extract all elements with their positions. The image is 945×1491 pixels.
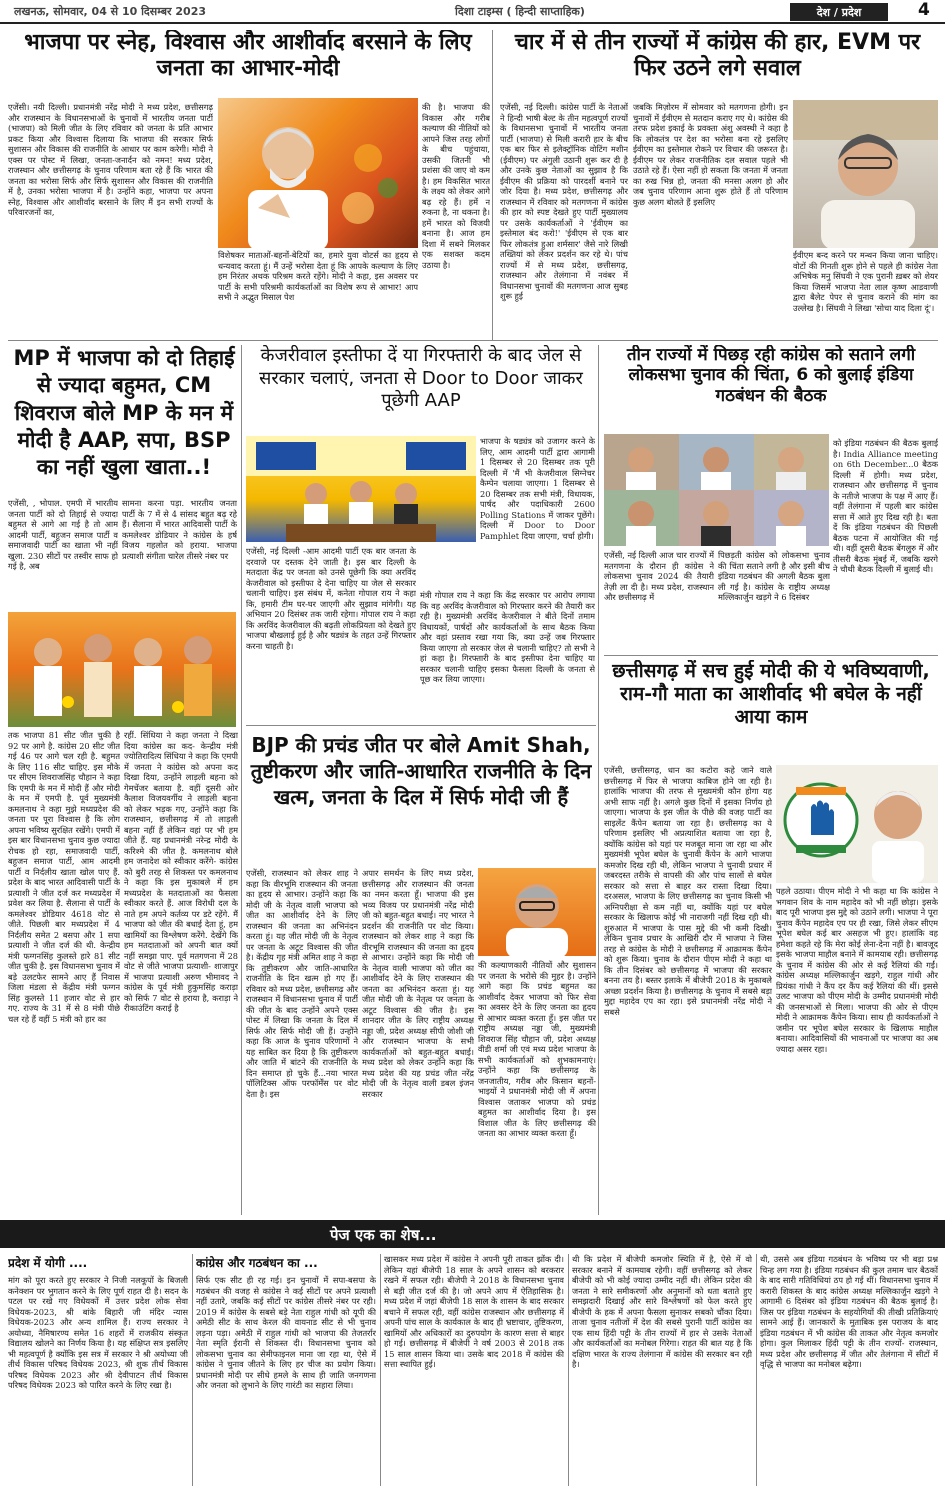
cg-headline: छत्तीसगढ़ में सच हुई मोदी की ये भविष्यवाणी, राम-गौ माता का आशीर्वाद भी बघेल के नहीं आया काम [612,660,930,728]
page-header [0,0,945,24]
mp-body-col4: रहीं. सिंधिया ने कहा जनता ने दिखा दिया कांग्रेस का कद- केन्द्रीय मंत्री ज्योतिरादित्य सिंधिया ने कहा कि एमपी में जनता ने कांग्रेस को अपना कद दिखा दिया, उन्होंने लाड़ली बहना को गेमचेंजर बताया है. वहीं दूसरी ओर कैलाश विजयवर्गीय ने लाड़ली बहना को लेकर भड़क गए, उन्होंने कहा कि राजस्थान, छत्तीसगढ़ में तो लाड़ली बहना नहीं हैं लेकिन वहां पर भी हम जीते हैं. यह प्रधानमंत्री नरेन्द्र मोदी के करिश्मे की जीत है. कमलनाथ बोले हम जनादेश को स्वीकार करेंगे- कांग्रेस को बुरी तरह से शिकस्त पर कमलनाथ ने कहा कि इस मुकाबले में हम मध्यप्रदेश के मतदाताओं का फैसला स्वीकार करते हैं. आज विरोधी दल के नाते हम अपने कर्तव्य पर डटे रहेंगे. मैं भाजपा को जीत की बधाई देता हूं, हम खामियों का विश्लेषण करेंगे. देखेंगे कि हम मतदाताओं को अपनी बात क्यों नहीं समझा पाए. पूर्व मतगणना में 28 वोट से जीते भाजपा प्रत्याशी- शाजापुर में भाजपा प्रत्याशी अरुण भीमावद ने कांग्रेस के पूर्व मंत्री हुकुमसिंह कराड़ा को सिर्फ 7 वोट से हराया है, कराड़ा ने रीकाउंटिंग कराई है [124,730,238,1013]
yogi-body: मांग को पूरा करते हुए सरकार ने निजी नलकूपों के बिजली कनेक्शन पर भुगतान करने के लिए पूर्ण राहत दी है। सदन के पटल पर रखे गए विधेयकों में उत्तर प्रदेश लोक सेवा विधेयक-2023, श्री बांके बिहारी जी मंदिर न्यास विधेयक-2023 और अन्य शामिल हैं। राज्य सरकार ने अयोध्या, नैमिषारण्य समेत 16 शहरों में राजकीय संस्कृत विद्यालय खोलने का निर्णय किया है। यह संक्षिप्त सत्र इसलिए भी महत्वपूर्ण है क्योंकि इस सत्र में सरकार ने श्री अयोध्या जी तीर्थ विकास परिषद विधेयक 2023, श्री शुक तीर्थ विकास परिषद विधेयक 2023 और श्री देवीपाटन तीर्थ विकास परिषद विधेयक 2023 को पारित करने के लिए रखा है। [8,1275,188,1390]
column-rule [568,1254,569,1486]
modi-photo [218,98,418,248]
amit-shah-portrait-icon [478,868,596,956]
row-rule [604,655,938,656]
cg-photo [776,765,938,883]
cong-body: सिर्फ एक सीट ही रह गई। इन चुनावों में सपा-बसपा के गठबंधन की वजह से कांग्रेस ने कई सीटों पर अपने प्रत्याशी नहीं उतारे, जबकि कई सीटों पर कांग्रेस तीसरे नंबर पर रही। 2019 में कांग्रेस के सबसे बड़े नेता राहुल गांधी को यूपी की अमेठी सीट के साथ केरल की वायनाड सीट से भी चुनाव लड़ना पड़ा। अमेठी में राहुल गांधी को भाजपा की तेजतर्रार नेता स्मृति ईरानी से शिकस्त दी। विधानसभा चुनाव को लोकसभा चुनाव का सेमीफाइनल माना जा रहा था, ऐसे में कांग्रेस ने चुनाव जीतने के लिए हर चीज का प्रयोग किया। प्रधानमंत्री मोदी पर सीधे हमले के साथ ही जाति जनगणना और जनता को लुभाने के लिए गारंटी का सहारा लिया। [196,1275,376,1390]
amit-photo [478,868,596,956]
mp-body-col2: सामना करना पड़ा. भारतीय जनता पार्टी के 7 में से 4 सांसद बहुत बढ़ रहे हैं। सैलाना में भारत आदिवासी पार्टी के कमलेश्वर डोडियार ने कांग्रेस के हर्ष विजय गहलोत को हराया. भाजपा प्रत्याशी संगीता चारेल तीसरे नंबर पर [122,498,237,561]
column-rule [192,1254,193,1486]
date-line: लखनऊ, सोमवार, 04 से 10 दिसम्बर 2023 [14,5,207,18]
mp-body-col1: एजेंसी, , भोपाल. एमपी में भारतीय जनता पार्टी को दो तिहाई से ज्यादा बहुमत से आगे आ गई है तो आम आदमी पार्टी, बहुजन समाज पार्टी व समाजवादी पार्टी का खाता भी नहीं खुला. 230 सीटों पर तस्वीर साफ हो गई है, अब [8,498,118,571]
modi-headline: भाजपा पर स्नेह, विश्वास और आशीर्वाद बरसाने के लिए जनता का आभार-मोदी [24,30,472,82]
cg-body-col1: एजेंसी, छत्तीसगढ़, धान का कटोरा कहे जाने वाले छत्तीसगढ़ में फिर से भाजपा काबिज होने जा रही है। हालांकि भाजपा की तरफ से मुख्यमंत्री कौन होगा यह अभी साफ नहीं है। अगले कुछ दिनों में इसका निर्णय हो जाएगा। भाजपा के इस जीत के पीछे की वजह पार्टी का साइलेंट कैंपेन बताया जा रहा है। छत्तीसगढ़ का ये परिणाम इसलिए भी अप्रत्याशित बताया जा रहा है, क्योंकि कांग्रेस को यहां पर मजबूत माना जा रहा था और मुख्यमंत्री भूपेश बघेल के चुनावी कैंपेन के आगे भाजपा कमजोर दिख रही थी, लेकिन भाजपा ने चुनावी प्रचार में जबरदस्त तरीके से वापसी की और पांच सालों से बघेल सरकार को सत्ता से बाहर कर रास्ता दिखा दिया। दरअसल, भाजपा के लिए छत्तीसगढ़ का चुनाव किसी भी अग्निपरीक्षा से कम नहीं था, क्योंकि यहां पर बघेल सरकार के खिलाफ कोई भी नाराजगी नहीं दिख रही थी। शुरुआत में भाजपा के पास मुद्दे की भी कमी दिखी। लेकिन चुनाव प्रचार के आखिरी दौर में भाजपा ने जिस तरह से कांग्रेस के मोदी ने छत्तीसगढ़ में आक्रामक कैंपेन को शुरू किया। चुनाव के दौरान पीएम मोदी ने कहा था कि तीन दिसंबर को छत्तीसगढ़ में भाजपा की सरकार बनना तय है। बस्तर इलाके में बीजेपी 2018 के मुकाबले अच्छा प्रदर्शन किया है। छत्तीसगढ़ के चुनाव में सबसे बड़ा मुद्दा महादेव एप का रहा। इसे प्रधानमंत्री नरेंद्र मोदी ने सबसे [604,765,772,1017]
evm-body-col2: जबकि मिज़ोरम में सोमवार को मतगणना होगी। इन चुनावों में ईवीएम से मतदान कराए गए थे। कांग्रेस की तरफ प्रदेश इकाई के प्रवक्ता अंशु अवस्थी ने कहा है कि लोकतंत्र पर देश का भरोसा बना रहे इसलिए ईवीएम का इस्तेमाल रोकने पर विचार की जरूरत है। ईवीएम पर लेकर राजनीतिक दल सवाल पहले भी उठाते रहे हैं। ऐसा नहीं हो सकता कि जनता में जनता का रुख भिन्न हो, जनता की मनसा अलग हो और जब चुनाव परिणाम आना शुरू होते हैं तो परिणाम कुछ अलग बोलते हैं इसलिए [633,102,788,207]
modi-body-col2: विशेषकर माताओं-बहनों-बेटियों का, हमारे युवा वोटर्स का हृदय से धन्यवाद करता हूं। मैं उन्हें भरोसा देता हूं कि आपके कल्याण के लिए हम निरंतर अथक परिश्रम करते रहेंगे। मोदी ने कहा, इस अवसर पर पार्टी के सभी परिश्रमी कार्यकर्ताओं का विशेष रूप से आभार! आप सभी ने अद्भुत मिसाल पेश [218,250,418,302]
india-headline: तीन राज्यों में पिछड़ रही कांग्रेस को सताने लगी लोकसभा चुनाव की चिंता, 6 को बुलाई इंडिया गठबंधन की बैठक [626,345,916,406]
column-rule [241,345,242,1215]
modi-body-col3: की है। भाजपा की विकास और गरीब कल्याण की नीतियों को आपने जिस तरह लोगों के बीच पहुंचाया, उसकी जितनी भी प्रशंसा की जाए वो कम है। हम विकसित भारत के लक्ष्य को लेकर आगे बढ़ रहे हैं। हमें न रुकना है, ना थकना है। हमें भारत को विजयी बनाना है। आज हम दिशा में सबने मिलकर एक सशक्त कदम उठाया है। [422,102,490,270]
rest3-body: खासकर मध्य प्रदेश में कांग्रेस ने अपनी पूरी ताकत झोंक दी। लेकिन यहां बीजेपी 18 साल के अपने शासन को बरकरार रखने में सफल रही। बीजेपी ने 2018 के विधानसभा चुनाव से बड़ी जीत दर्ज की है। जो अपने आप में ऐतिहासिक है। मध्य प्रदेश में जहां बीजेपी 18 साल के शासन के बाद सरकार बचाने में सफल रही, वहीं कांग्रेस राजस्थान और छत्तीसगढ़ में अपनी पांच साल के कार्यकाल के बाद ही भ्रष्टाचार, तुष्टिकरण, खामियों और अधिकारों का दुरुपयोग के कारण सत्ता से बाहर हो गई। छत्तीसगढ़ में बीजेपी ने वर्ष 2003 से 2018 तक 15 साल शासन किया था। उसके बाद 2018 में कांग्रेस की सत्ता स्थापित हुई। [384,1254,564,1369]
aap-body-col1: भाजपा के षड्यंत्र को उजागर करने के लिए, आम आदमी पार्टी द्वारा आगामी 1 दिसम्बर से 20 दिसम्बर तक पूरी दिल्ली में 'मैं भी केजरीवाल सिग्नेचर कैम्पेन चलाया जाएगा। 1 दिसम्बर से 20 दिसम्बर तक सभी मंत्री, विधायक, पार्षद और पदाधिकारी 2600 Polling Stations में जाकर पूछेंगे। दिल्ली में Door to Door Pamphlet दिया जाएगा, चर्चा होगी। [480,436,595,541]
aap-headline: केजरीवाल इस्तीफा दें या गिरफ्तारी के बाद जेल से सरकार चलाएं, जनता से Door to Door जाकर पूछेगी AAP [259,345,583,411]
amit-headline: BJP की प्रचंड जीत पर बोले Amit Shah, तुष्टीकरण और जाति-आधारित राजनीति के दिन खत्म, जनता के दिल में सिर्फ मोदी जी हैं [250,733,592,809]
india-photo [604,434,829,546]
singhvi-photo [793,100,938,248]
page-number: 4 [918,0,930,20]
aap-photo [246,436,476,542]
mp-celebration-icon [8,612,236,727]
continued-band: पेज एक का शेष... [0,1220,945,1248]
india-body-col2: पिछड़ती कांग्रेस को लोकसभा चुनाव की चिंता सताने लगी है और इसी बीच इंडिया गठबंधन की अगली बैठक बुला ली गई है। कांग्रेस के राष्ट्रीय अध्यक्ष मल्लिकार्जुन खड़गे ने 6 दिसंबर [718,550,830,602]
india-body-col1: एजेंसी, नई दिल्ली आज चार राज्यों में मतगणना के दौरान ही कांग्रेस ने लोकसभा चुनाव 2024 की तैयारी तेज़ी ला दी है। मध्य प्रदेश, राजस्थान और छत्तीसगढ़ में [604,550,714,602]
mp-photo [8,612,236,727]
section-label: देश / प्रदेश [790,3,888,21]
rest4-body: थी कि प्रदेश में बीजेपी कमजोर स्थिति में है, ऐसे में वो सरकार बनाने में कामयाब रहेगी। वहीं छत्तीसगढ़ को लेकर बीजेपी को भी कोई ज्यादा उम्मीद नहीं थी। लेकिन प्रदेश की जनता ने सारे समीकरणों और अनुमानों को धता बताते हुए समझदारी दिखाई और सारे विश्लेषणों को फेल करते हुए बीजेपी के हक में अपना फैसला सुनाकर सबको चौंका दिया। ताजा चुनाव नतीजों में देश की सबसे पुरानी पार्टी कांग्रेस का एक साथ हिंदी पट्टी के तीन राज्यों में हार से उसके नेताओं और कार्यकर्ताओं का मनोबल गिरेगा। राहत की बात यह है कि दक्षिण भारत के राज्य तेलंगाना में कांग्रेस की सरकार बन रही है। [572,1254,752,1369]
cong-continuation [196,1254,376,1484]
yogi-headline: प्रदेश में योगी .... [8,1256,88,1270]
row-rule [8,340,938,341]
modi-body-col1: एजेंसी। नयी दिल्ली। प्रधानमंत्री नरेंद्र मोदी ने मध्य प्रदेश, छत्तीसगढ़ और राजस्थान के विधानसभाओं के चुनावों में भारतीय जनता पार्टी (भाजपा) को मिली जीत के लिए रविवार को जनता के प्रति आभार प्रकट किया और विश्वास दिलाया कि भाजपा की सरकार सिर्फ सुशासन और विकास की राजनीति के आधार पर काम करेगी। मोदी ने एक्स पर पोस्ट में लिखा, जनता-जनार्दन को नमन! मध्य प्रदेश, राजस्थान और छत्तीसगढ़ के चुनाव परिणाम बता रहे हैं कि भारत की जनता का भरोसा सिर्फ और सिर्फ सुशासन और विकास की राजनीति में है, उनका भरोसा भाजपा में है। उन्होंने कहा, भाजपा पर अपना स्नेह, विश्वास और आशीर्वाद बरसाने के लिए मैं इन सभी राज्यों के परिवारजनों का, [8,102,213,217]
aap-body-col3: मंत्री गोपाल राय ने कहा कि केंद्र सरकार पर आरोप लगाया कि वह अरविंद केजरीवाल को गिरफ्तार करने की तैयारी कर रही है। मुख्यमंत्री अरविंद केजरीवाल ने बीते दिनों तमाम विधायकों, पार्षदों और कार्यकर्ताओं के साथ बैठक किया और वहां प्रस्ताव रखा गया कि, क्या उन्हें जब गिरफ्तार किया जाएगा तो सरकार जेल से चलानी चाहिए? तो सभी ने हां कहा है। गिरफ्तारी के बाद इस्तीफा देना चाहिए या सरकार चलानी चाहिए इसका फैसला दिल्ली के जनता से पूछ कर लिया जाएगा। [420,590,595,684]
column-rule [380,1254,381,1486]
baghel-congress-logo-icon [776,765,938,883]
aap-body-col2: एजेंसी, नई दिल्ली -आम आदमी पार्टी एक बार जनता के दरवाजे पर दस्तक देने जाती है। इस बार दिल्ली के मतदाता केंद्र पर जनता को उनसे पूछेगी कि क्या अरविंद केजरीवाल को इस्तीफा दे देना चाहिए या जेल से सरकार चलानी चाहिए। इस संबंध में, कनेता गोपाल राय ने कहा कि, हमारी टीम घर-घर जाएगी और सुझाव मांगेगी। यह अभियान 20 दिसंबर तक जारी रहेगा। गोपाल राय ने कहा कि अरविंद केजरीवाल की बढ़ती लोकप्रियता को देखते हुए भाजपा बौखलाई हुई है और षड्यंत्र के तहत उन्हें गिरफ्तार करना चाहती है। [246,546,416,651]
evm-body-col1: एजेंसी, नई दिल्ली। कांग्रेस पार्टी के नेताओं ने हिन्दी भाषी बेल्ट के तीन महत्वपूर्ण राज्यों के विधानसभा चुनावों में भारतीय जनता पार्टी (भाजपा) से मिली करारी हार के बीच एक बार फिर से इलेक्ट्रॉनिक वोटिंग मशीन (ईवीएम) पर अंगुली उठानी शुरू कर दी है और उनके कुछ नेताओं का सुझाव है कि ईवीएम की प्रक्रिया को पारदर्शी बनाने पर जोर दिया है। मध्य प्रदेश, छत्तीसगढ़ और राजस्थान में रविवार को मतगणना में कांग्रेस की हार को स्पष्ट देखते हुए पार्टी मुख्यालय पर उसके कार्यकर्ताओं ने 'ईवीएम का इस्तेमाल बंद करो!' 'ईवीएम से एक बार फिर लोकतंत्र हुआ शर्मसार' जैसे नारे लिखी तख्तियां को लेकर प्रदर्शन कर रहे थे। पांच राज्यों में से मध्य प्रदेश, छत्तीसगढ़, राजस्थान और तेलंगाना में नवंबर में विधानसभा चुनावों की मतगणना आज सुबह शुरू हुई [500,102,628,301]
cg-body-col2: पहले उठाया। पीएम मोदी ने भी कहा था कि कांग्रेस ने भगवान शिव के नाम महादेव को भी नहीं छोड़ा। इसके बाद पूरी भाजपा इस मुद्दे को उठाने लगी। भाजपा ने पूरा चुनाव कैंपेन महादेव एप पर ही रखा, जिसे लेकर सीएम भूपेश बघेल कई बार असहज भी हुए। हालांकि वह हमेशा कहते रहे कि मेरा कोई लेना-देना नहीं है। बावजूद इसके भाजपा माहौल बनाने में कामयाब रही। छत्तीसगढ़ के चुनाव में कांग्रेस की ओर से कई रैलियां की गईं। कांग्रेस अध्यक्ष मल्लिकार्जुन खड़गे, राहुल गांधी और प्रियंका गांधी ने कैंप दर कैंप कई रैलियां की थीं। इससे उलट भाजपा को पीएम मोदी के उम्मीद प्रधानमंत्री मोदी की जनसभाओं से मिला। भाजपा की ओर से पीएम मोदी ने आक्रामक कैंपेन किया। साथ ही कार्यकर्ताओं ने जमीन पर भूपेश बघेल सरकार के खिलाफ माहौल बनाया। आदिवासियों की भावनाओं पर भाजपा का अब ज्यादा असर रहा। [776,886,938,1054]
cong-headline: कांग्रेस और गठबंधन का ... [196,1256,318,1270]
singhvi-portrait-icon [793,100,938,248]
opposition-leaders-icon [604,434,829,546]
modi-portrait-icon [218,98,418,248]
amit-body-col1: एजेंसी, राजस्थान को लेकर शाह ने कहा कि वीरभूमि राजस्थान की जनता का हृदय से आभार। उन्होंने कहा कि मोदी जी के नेतृत्व वाली भाजपा को जीत का आशीर्वाद देने के लिए राजस्थान की जनता का अभिनंदन करता हूं। यह जीत मोदी जी के नेतृत्व पर जनता के अटूट विश्वास की जीत है। केंद्रीय गृह मंत्री अमित शाह ने कहा कि तुष्टीकरण और जाति-आधारित राजनीति के दिन खत्म हो गए हैं। रविवार को मध्य प्रदेश, छत्तीसगढ़ और राजस्थान में विधानसभा चुनाव में पार्टी की जीत के बाद उन्होंने अपने एक्स पोस्ट में लिखा कि जनता के दिल में सिर्फ और सिर्फ मोदी जी हैं। उन्होंने कहा कि आज के चुनाव परिणामों ने यह साबित कर दिया है कि तुष्टीकरण और जाति में बांटने की राजनीति के दिन समाप्त हो चुके हैं...नया भारत पॉलिटिक्स ऑफ परफॉर्मेंस पर वोट देता है। इस [246,868,358,1099]
aap-press-conference-icon [246,436,476,542]
column-rule [492,30,493,340]
evm-body-col3: ईवीएम बन्द करने पर मन्थन किया जाना चाहिए। वोटों की गिनती शुरू होने से पहले ही कांग्रेस नेता अभिषेक मनु सिंघवी ने एक पुरानी ख़बर को शेयर किया जिसमें भाजपा नेता लाल कृष्ण आडवाणी द्वारा बैलेट पेपर से चुनाव कराने की मांग का उल्लेख है। सिंघवी ने लिखा 'सोचा याद दिला दूं'। [793,250,938,313]
column-rule [598,660,599,1215]
column-rule [756,1254,757,1486]
india-body-col3: को इंडिया गठबंधन की बैठक बुलाई है। India Alliance meeting on 6th December...0 बैठक दिल्ली में होगी। मध्य प्रदेश, राजस्थान और छत्तीसगढ़ में चुनाव के नतीजे भाजपा के पक्ष में आए हैं। वहीं तेलंगाना में पहली बार कांग्रेस सत्ता में आते हुए दिख रही है। बता दें कि इंडिया गठबंधन की पिछली बैठक पटना में आयोजित की गई थी। वहीं दूसरी बैठक बेंगलुरु में और तीसरी बैठक मुंबई में, जबकि खरगे ने चौथी बैठक दिल्ली में बुलाई थी। [833,438,938,574]
evm-headline: चार में से तीन राज्यों में कांग्रेस की हार, EVM पर फिर उठने लगे सवाल [514,30,921,82]
paper-name: दिशा टाइम्स ( हिन्दी साप्ताहिक) [455,5,585,18]
row-rule [246,725,596,726]
yogi-continuation [8,1254,188,1484]
amit-body-col3: की कल्याणकारी नीतियों और सुशासन पर जनता के भरोसे की मुहर है। उन्होंने आगे कहा कि प्रचंड बहुमत का आशीर्वाद देकर भाजपा को फिर सेवा का अवसर देने के लिए जनता का हृदय से आभार व्यक्त करता हूँ। इस जीत पर राष्ट्रीय अध्यक्ष नड्डा जी, मुख्यमंत्री शिवराज सिंह चौहान जी, प्रदेश अध्यक्ष वीडी शर्मा जी एवं मध्य प्रदेश भाजपा के सभी कार्यकर्ताओं को शुभकामनाएं। उन्होंने कहा कि छत्तीसगढ़ के जनजातीय, गरीब और किसान बहनों-भाइयों ने प्रधानमंत्री मोदी जी में अपना विश्वास जताकर भाजपा को प्रचंड बहुमत का आशीर्वाद दिया है। इस विशाल जीत के लिए छत्तीसगढ़ की जनता का आभार व्यक्त करता हूँ। [478,960,596,1138]
rest5-body: थी, उससे अब इंडिया गठबंधन के भविष्य पर भी बड़ा प्रश्न चिन्ह लग गया है। इंडिया गठबंधन की कुल तमाम चार बैठकों के बाद सारी गतिविधियां ठप हो गई थीं। विधानसभा चुनाव में करारी शिकस्त के बाद कांग्रेस अध्यक्ष मल्लिकार्जुन खड़गे ने आगामी 6 दिसंबर को इंडिया गठबंधन की बैठक बुलाई है। जिस पर इंडिया गठबंधन के सहयोगियों की तीखी प्रतिक्रियाएं सामने आई हैं। जानकारों के मुताबिक इस पराजय के बाद इंडिया गठबंधन में भी कांग्रेस की ताकत और नेतृत्व कमजोर होगा। कुल मिलाकर हिंदी पट्टी के तीन राज्यों- राजस्थान, मध्य प्रदेश और छत्तीसगढ़ में जीत और तेलंगाना में सीटों में वृद्धि से भाजपा का मनोबल बढ़ेगा। [760,1254,938,1369]
mp-body-col3: तक भाजपा 81 सीट जीत चुकी है 92 पर आगे है. कांग्रेस 20 सीट जीत गई 46 पर आगे चल रही है. बहुमत के लिए 116 सीट चाहिए. इस मौके पर सीएम शिवराजसिंह चौहान ने कहा कि एमपी के मन में मोदी हैं और मोदी के मन में एमपी है. पूर्व मुख्यमंत्री कमलनाथ ने कहा मुझे मध्यप्रदेश की जनता पर पूरा विश्वास है कि लोग अपना भविष्य सुरक्षित रखेंगे। एमपी में इस बार विधानसभा चुनाव कुछ ज्यादा रोचक हो रहा, समाजवादी पार्टी, बहुजन समाज पार्टी, आम आदमी पार्टी व निर्दलीय खाता खोल पाए हैं. प्रदेश के बाद भारत आदिवासी पार्टी के प्रत्याशी ने जीत दर्ज कर मध्यप्रदेश में प्रवेश कर लिया है. सैलाना से पार्टी के कमलेश्वर डोडियार 4618 वोट से जीते. पिछली बार मध्यप्रदेश में 4 निर्दलीय समेत 2 बसपा और 1 सपा प्रत्याशी ने जीत दर्ज की थी. केन्द्रीय मंत्री फग्गनसिंह कुलस्ते हारे 81 सीट जीत चुकी है. इस विधानसभा चुनाव में बड़े उलटफेर सामने आए हैं निवास जिला मंडला से केंद्रीय मंत्री फग्गन सिंह कुलस्ते 11 हजार वोट से हार गए. राज्य के 31 में से 8 मंत्री पीछे चल रहे हैं वहीं 5 मंत्री को हार का [8,730,120,1024]
mp-headline: MP में भाजपा को दो तिहाई से ज्यादा बहुमत, CM शिवराज बोले MP के मन में मोदी है AAP, सपा, BSP का नहीं खुला खाता..! [13,346,235,480]
amit-body-col2: अपार समर्थन के लिए मध्य प्रदेश, छत्तीसगढ़ और राजस्थान की जनता का नमन करता हूँ। भाजपा की इस भव्य विजय पर प्रधानमंत्री नरेंद्र मोदी जी को बहुत-बहुत बधाई। नए भारत ने प्रदर्शन की राजनीति पर वोट किया। राजस्थान को लेकर शाह ने कहा कि वीरभूमि राजस्थान की जनता का हृदय से आभार। उन्होंने कहा कि मोदी जी के नेतृत्व वाली भाजपा को जीत का आशीर्वाद देने के लिए राजस्थान की जनता का अभिनंदन करता हूं। यह जीत मोदी जी के नेतृत्व पर जनता के अटूट विश्वास की जीत है। इस शानदार जीत के लिए राष्ट्रीय अध्यक्ष नड्डा जी, प्रदेश अध्यक्ष सीपी जोशी जी और राजस्थान भाजपा के सभी कार्यकर्ताओं को बहुत-बहुत बधाई। मध्य प्रदेश को लेकर उन्होंने कहा कि मध्य प्रदेश की यह प्रचंड जीत नरेंद्र मोदी जी के नेतृत्व वाली डबल इंजन सरकार [362,868,474,1099]
